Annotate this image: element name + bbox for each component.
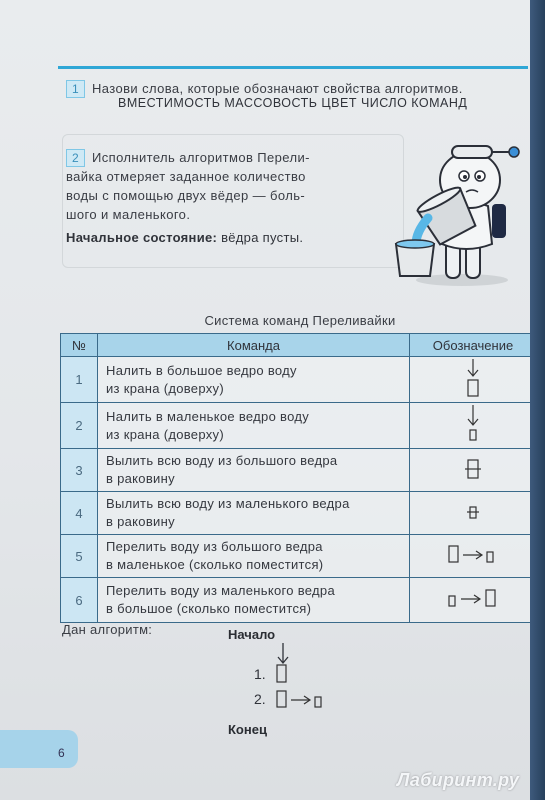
table-row [61,449,531,492]
algorithm-end: Конец [228,722,267,737]
algorithm-step-number: 2. [254,691,266,707]
command-line-2: в раковину [106,514,175,529]
given-algorithm-label: Дан алгоритм: [62,622,153,637]
command-line-2: из крана (доверху) [106,426,224,442]
page-tab [0,730,78,768]
empty-big-icon [410,449,531,492]
initial-state-value: вёдра пусты. [221,230,304,245]
task-2-number: 2 [66,149,85,167]
row-command [98,403,410,449]
command-line-2: в большое (сколько поместится) [106,601,312,616]
table-caption: Система команд Переливайки [204,313,396,328]
command-line-1: Налить в маленькое ведро воду [106,408,310,424]
book-spine [530,0,545,800]
table-row [61,578,531,623]
row-command [98,357,410,403]
fill-small-icon [410,403,531,449]
row-command [98,449,410,492]
task-2-line-2: вайка отмеряет заданное количество [66,169,306,184]
task-2-line-3: воды с помощью двух вёдер — боль- [66,188,306,203]
page-number: 6 [58,746,65,760]
initial-state [66,230,303,245]
task-2 [66,148,366,224]
fill-big-icon [410,357,531,403]
table-header-row [61,334,531,357]
row-command [98,535,410,578]
task-1-text: Назови слова, которые обозначают свойства алгоритмов. [92,81,463,96]
row-number: 5 [61,535,98,578]
labirint-watermark [397,770,519,791]
top-rule [58,66,528,69]
command-line-1: Перелить воду из большого ведра [106,539,323,554]
pour-big-to-small-step-icon [275,688,327,715]
empty-small-icon [410,492,531,535]
watermark-initial: Л [397,770,410,790]
table-row [61,357,531,403]
task-2-line-1: Исполнитель алгоритмов Перели- [92,150,310,165]
row-number: 2 [61,403,98,449]
task-1-answer: ВМЕСТИМОСТЬ МАССОВОСТЬ ЦВЕТ ЧИСЛО КОМАНД [118,96,468,110]
table-row [61,403,531,449]
pouring-robot-illustration [388,140,520,290]
row-number: 6 [61,578,98,623]
row-number: 3 [61,449,98,492]
command-line-2: из крана (доверху) [106,380,224,396]
table-row [61,535,531,578]
header-number: № [61,334,98,357]
pour-big-to-small-icon [410,535,531,578]
initial-state-label: Начальное состояние: [66,230,218,245]
header-command: Команда [98,334,410,357]
table-body [61,357,531,623]
row-number: 4 [61,492,98,535]
table-row [61,492,531,535]
watermark-text: абиринт.ру [409,770,520,790]
pour-small-to-big-icon [410,578,531,623]
command-line-2: в раковину [106,471,175,486]
row-command [98,492,410,535]
algorithm-arrow-down-icon [276,643,290,665]
fill-big-step-icon [275,663,289,688]
command-line-1: Налить в большое ведро воду [106,362,297,378]
algorithm-start: Начало [228,627,276,642]
header-symbol: Обозначение [410,334,531,357]
algorithm-step-number: 1. [254,666,266,682]
task-1-number: 1 [66,80,85,98]
command-line-1: Вылить всю воду из маленького ведра [106,496,350,511]
row-command [98,578,410,623]
command-line-1: Вылить всю воду из большого ведра [106,453,338,468]
commands-table [60,333,530,623]
command-line-1: Перелить воду из маленького ведра [106,583,335,598]
command-line-2: в маленькое (сколько поместится) [106,557,324,572]
row-number: 1 [61,357,98,403]
task-2-line-4: шого и маленького. [66,207,191,222]
